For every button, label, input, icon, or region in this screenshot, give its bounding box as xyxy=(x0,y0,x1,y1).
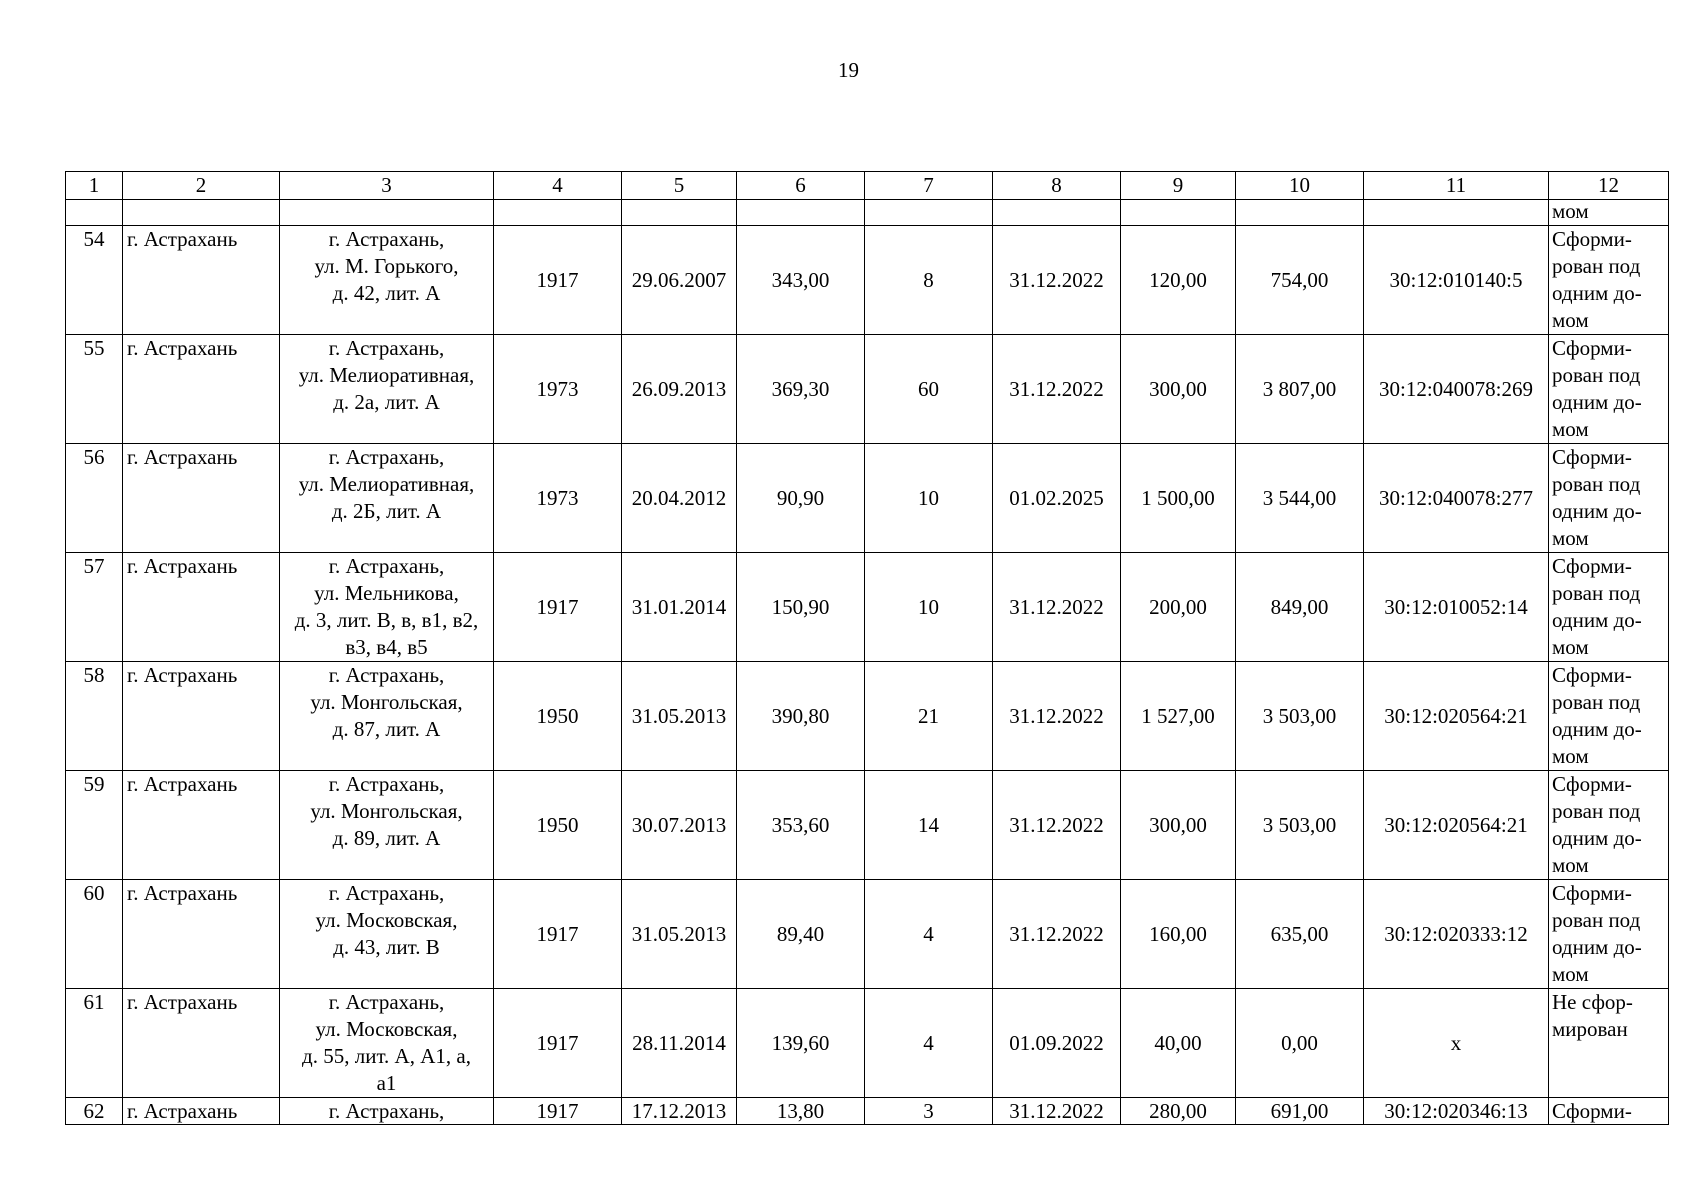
residents-cell: 8 xyxy=(865,226,993,335)
address-cell: г. Астрахань, xyxy=(280,1098,494,1125)
year-cell: 1917 xyxy=(494,553,622,662)
plot-area-cell: 3 544,00 xyxy=(1236,444,1364,553)
empty-cell xyxy=(66,200,123,226)
empty-cell xyxy=(865,200,993,226)
empty-cell xyxy=(280,200,494,226)
plot-area-cell: 849,00 xyxy=(1236,553,1364,662)
address-cell: г. Астрахань, ул. Московская, д. 55, лит. А, А1, а, а1 xyxy=(280,989,494,1098)
date-cell: 17.12.2013 xyxy=(622,1098,737,1125)
empty-cell xyxy=(494,200,622,226)
date-cell: 28.11.2014 xyxy=(622,989,737,1098)
city-cell: г. Астрахань xyxy=(123,1098,280,1125)
area-cell: 369,30 xyxy=(737,335,865,444)
year-cell: 1917 xyxy=(494,1098,622,1125)
column-number: 7 xyxy=(865,172,993,200)
date-cell: 31.05.2013 xyxy=(622,662,737,771)
land-area-cell: 280,00 xyxy=(1121,1098,1236,1125)
table-row xyxy=(66,989,1669,1098)
empty-cell xyxy=(1236,200,1364,226)
status-cell: Сформи- рован под одним до- мом xyxy=(1549,771,1669,880)
area-cell: 353,60 xyxy=(737,771,865,880)
status-cell: Сформи- рован под одним до- мом xyxy=(1549,553,1669,662)
area-cell: 89,40 xyxy=(737,880,865,989)
land-area-cell: 300,00 xyxy=(1121,771,1236,880)
land-area-cell: 40,00 xyxy=(1121,989,1236,1098)
residents-cell: 10 xyxy=(865,553,993,662)
year-cell: 1917 xyxy=(494,880,622,989)
cadastral-number-cell: 30:12:020346:13 xyxy=(1364,1098,1549,1125)
area-cell: 13,80 xyxy=(737,1098,865,1125)
date-cell: 31.05.2013 xyxy=(622,880,737,989)
deadline-cell: 31.12.2022 xyxy=(993,880,1121,989)
status-cell: Сформи- рован под одним до- мом xyxy=(1549,226,1669,335)
column-number: 4 xyxy=(494,172,622,200)
year-cell: 1950 xyxy=(494,662,622,771)
column-number: 12 xyxy=(1549,172,1669,200)
city-cell: г. Астрахань xyxy=(123,880,280,989)
year-cell: 1917 xyxy=(494,989,622,1098)
land-area-cell: 200,00 xyxy=(1121,553,1236,662)
year-cell: 1950 xyxy=(494,771,622,880)
date-cell: 31.01.2014 xyxy=(622,553,737,662)
column-number: 6 xyxy=(737,172,865,200)
cadastral-number-cell: 30:12:010140:5 xyxy=(1364,226,1549,335)
land-area-cell: 1 527,00 xyxy=(1121,662,1236,771)
city-cell: г. Астрахань xyxy=(123,989,280,1098)
date-cell: 20.04.2012 xyxy=(622,444,737,553)
page-number: 19 xyxy=(838,58,859,82)
status-cell: Сформи- рован под одним до- мом xyxy=(1549,335,1669,444)
plot-area-cell: 3 503,00 xyxy=(1236,771,1364,880)
residents-cell: 21 xyxy=(865,662,993,771)
row-number-cell: 60 xyxy=(66,880,123,989)
table-row xyxy=(66,1098,1669,1125)
column-number: 3 xyxy=(280,172,494,200)
cadastral-number-cell: 30:12:040078:277 xyxy=(1364,444,1549,553)
cadastral-number-cell: 30:12:020333:12 xyxy=(1364,880,1549,989)
land-area-cell: 120,00 xyxy=(1121,226,1236,335)
table-row xyxy=(66,880,1669,989)
status-cell: Сформи- рован под одним до- мом xyxy=(1549,880,1669,989)
table-row xyxy=(66,553,1669,662)
residents-cell: 14 xyxy=(865,771,993,880)
housing-registry-table xyxy=(65,171,1669,1125)
date-cell: 30.07.2013 xyxy=(622,771,737,880)
address-cell: г. Астрахань, ул. Мелиоративная, д. 2Б, лит. А xyxy=(280,444,494,553)
city-cell: г. Астрахань xyxy=(123,226,280,335)
city-cell: г. Астрахань xyxy=(123,662,280,771)
empty-cell xyxy=(123,200,280,226)
area-cell: 390,80 xyxy=(737,662,865,771)
deadline-cell: 01.09.2022 xyxy=(993,989,1121,1098)
empty-cell xyxy=(737,200,865,226)
date-cell: 29.06.2007 xyxy=(622,226,737,335)
address-cell: г. Астрахань, ул. Мельникова, д. 3, лит. В, в, в1, в2, в3, в4, в5 xyxy=(280,553,494,662)
address-cell: г. Астрахань, ул. М. Горького, д. 42, лит. А xyxy=(280,226,494,335)
plot-area-cell: 691,00 xyxy=(1236,1098,1364,1125)
table-row xyxy=(66,335,1669,444)
land-area-cell: 1 500,00 xyxy=(1121,444,1236,553)
column-number: 10 xyxy=(1236,172,1364,200)
cadastral-number-cell: 30:12:040078:269 xyxy=(1364,335,1549,444)
column-number: 1 xyxy=(66,172,123,200)
area-cell: 343,00 xyxy=(737,226,865,335)
column-number: 5 xyxy=(622,172,737,200)
deadline-cell: 31.12.2022 xyxy=(993,553,1121,662)
table-row xyxy=(66,226,1669,335)
row-number-cell: 56 xyxy=(66,444,123,553)
row-number-cell: 61 xyxy=(66,989,123,1098)
area-cell: 139,60 xyxy=(737,989,865,1098)
row-number-cell: 57 xyxy=(66,553,123,662)
row-number-cell: 58 xyxy=(66,662,123,771)
row-number-cell: 62 xyxy=(66,1098,123,1125)
empty-cell xyxy=(993,200,1121,226)
cadastral-number-cell: 30:12:020564:21 xyxy=(1364,771,1549,880)
column-number: 2 xyxy=(123,172,280,200)
table-row xyxy=(66,771,1669,880)
column-number: 11 xyxy=(1364,172,1549,200)
plot-area-cell: 0,00 xyxy=(1236,989,1364,1098)
row-number-cell: 54 xyxy=(66,226,123,335)
date-cell: 26.09.2013 xyxy=(622,335,737,444)
status-cell: Сформи- рован под одним до- мом xyxy=(1549,662,1669,771)
row-number-cell: 59 xyxy=(66,771,123,880)
year-cell: 1917 xyxy=(494,226,622,335)
city-cell: г. Астрахань xyxy=(123,444,280,553)
plot-area-cell: 754,00 xyxy=(1236,226,1364,335)
column-number-row xyxy=(66,172,1669,200)
area-cell: 150,90 xyxy=(737,553,865,662)
empty-cell xyxy=(1364,200,1549,226)
address-cell: г. Астрахань, ул. Мелиоративная, д. 2а, лит. А xyxy=(280,335,494,444)
deadline-cell: 31.12.2022 xyxy=(993,1098,1121,1125)
city-cell: г. Астрахань xyxy=(123,771,280,880)
status-cell: Сформи- xyxy=(1549,1098,1669,1125)
empty-cell xyxy=(1121,200,1236,226)
row-number-cell: 55 xyxy=(66,335,123,444)
land-area-cell: 160,00 xyxy=(1121,880,1236,989)
year-cell: 1973 xyxy=(494,444,622,553)
plot-area-cell: 3 503,00 xyxy=(1236,662,1364,771)
empty-cell xyxy=(622,200,737,226)
continuation-row xyxy=(66,200,1669,226)
status-cell: Не сфор- мирован xyxy=(1549,989,1669,1098)
column-number: 9 xyxy=(1121,172,1236,200)
residents-cell: 4 xyxy=(865,880,993,989)
year-cell: 1973 xyxy=(494,335,622,444)
land-area-cell: 300,00 xyxy=(1121,335,1236,444)
deadline-cell: 31.12.2022 xyxy=(993,226,1121,335)
residents-cell: 4 xyxy=(865,989,993,1098)
column-number: 8 xyxy=(993,172,1121,200)
cadastral-number-cell: 30:12:020564:21 xyxy=(1364,662,1549,771)
address-cell: г. Астрахань, ул. Монгольская, д. 87, лит. А xyxy=(280,662,494,771)
address-cell: г. Астрахань, ул. Московская, д. 43, лит. В xyxy=(280,880,494,989)
cadastral-number-cell: 30:12:010052:14 xyxy=(1364,553,1549,662)
residents-cell: 10 xyxy=(865,444,993,553)
table-row xyxy=(66,662,1669,771)
city-cell: г. Астрахань xyxy=(123,335,280,444)
deadline-cell: 31.12.2022 xyxy=(993,662,1121,771)
area-cell: 90,90 xyxy=(737,444,865,553)
status-cell: Сформи- рован под одним до- мом xyxy=(1549,444,1669,553)
status-cell: мом xyxy=(1549,200,1669,226)
deadline-cell: 31.12.2022 xyxy=(993,335,1121,444)
plot-area-cell: 3 807,00 xyxy=(1236,335,1364,444)
address-cell: г. Астрахань, ул. Монгольская, д. 89, лит. А xyxy=(280,771,494,880)
residents-cell: 60 xyxy=(865,335,993,444)
cadastral-number-cell: х xyxy=(1364,989,1549,1098)
deadline-cell: 01.02.2025 xyxy=(993,444,1121,553)
table-row xyxy=(66,444,1669,553)
city-cell: г. Астрахань xyxy=(123,553,280,662)
residents-cell: 3 xyxy=(865,1098,993,1125)
deadline-cell: 31.12.2022 xyxy=(993,771,1121,880)
plot-area-cell: 635,00 xyxy=(1236,880,1364,989)
